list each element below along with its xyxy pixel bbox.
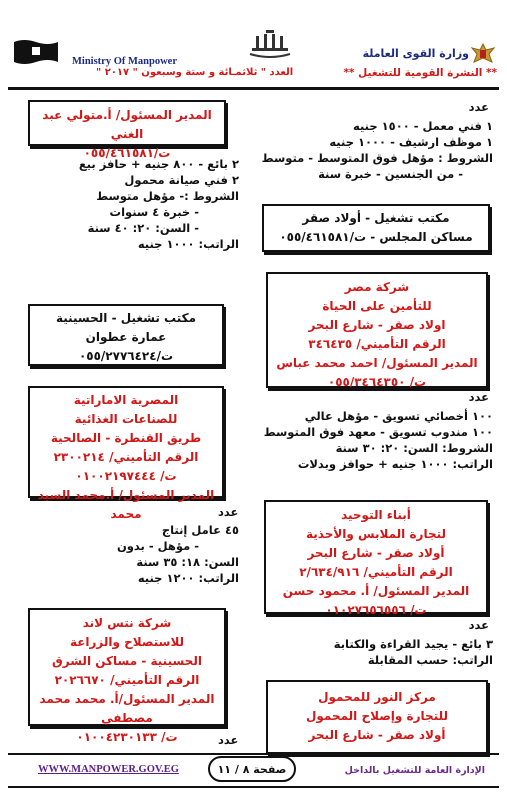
salary-line: الراتب: ١٠٠٠ جنيه xyxy=(137,237,239,251)
salary-line: الراتب: حسب المقابلة xyxy=(367,653,493,667)
left-box-3 xyxy=(28,386,224,521)
company-manager: المدير المسئول/أ. محمد محمد مصطفي xyxy=(39,692,215,725)
job-line: ٤٥ عامل إنتاج xyxy=(161,523,239,537)
flag-icon xyxy=(12,36,60,66)
ministry-logo-icon xyxy=(240,30,300,60)
office-name: مكتب تشغيل - الحسينية xyxy=(55,311,197,325)
job-line: ١ فني معمل - ١٥٠٠ جنيه xyxy=(353,119,493,133)
company-address: الحسينية - مساكن الشرق xyxy=(52,654,202,668)
right-box-2 xyxy=(266,272,488,388)
count-label: عدد xyxy=(468,390,489,404)
company-address: أولاد صقر - شارع البحر xyxy=(307,546,445,560)
requirements-line: - مؤهل - بدون xyxy=(116,539,199,553)
job-line: ٣ بائع - يجيد القراءة والكتابة xyxy=(333,637,493,651)
left-list-2 xyxy=(19,522,239,586)
requirements-line: الشروط :- مؤهل متوسط xyxy=(96,189,239,203)
footer-divider-bottom xyxy=(8,786,499,788)
requirements-line: - خبرة ٤ سنوات xyxy=(109,205,199,219)
requirements-line: الشروط : مؤهل فوق المتوسط - متوسط xyxy=(261,151,493,165)
count-label: عدد xyxy=(218,733,239,747)
page-number: صفحة ٨ / ١١ xyxy=(217,763,287,776)
insurance-number: الرقم التأميني/ ٢/٦٣٤/٩١٦ xyxy=(299,565,453,579)
company-address: اولاد صقر - شارع البحر xyxy=(308,318,446,332)
company-phone: ت/ ٠١٠٠٢١٩٧٤٤٤ xyxy=(75,469,177,483)
requirements-line: - من الجنسين - خبرة سنة xyxy=(318,167,463,181)
company-manager: المدير المسئول/ أ. محمود حسن xyxy=(282,584,470,598)
company-phone: ت/ ٠٥٥/٣٤٦٤٣٥٠ xyxy=(327,375,427,389)
left-box-4 xyxy=(28,608,226,744)
company-name: مركز النور للمحمول xyxy=(318,690,436,704)
right-box-1 xyxy=(262,204,490,252)
salary-line: الراتب: ١٠٠٠ جنيه + حوافز وبدلات xyxy=(297,457,493,471)
company-sector: للتأمين على الحياة xyxy=(322,299,432,313)
company-address: طريق القنطرة - الصالحية xyxy=(50,431,202,445)
company-sector: للصناعات الغذائية xyxy=(74,412,178,426)
right-list-2 xyxy=(257,408,493,472)
ministry-ar: وزارة القوى العاملة xyxy=(362,47,469,60)
count-label: عدد xyxy=(468,618,489,632)
ministry-en: Ministry Of Manpower xyxy=(72,56,177,67)
footer-divider-top xyxy=(8,753,499,755)
job-line: ٢ فني صيانة محمول xyxy=(124,173,239,187)
page-number-badge xyxy=(208,756,296,782)
company-manager: المدير المسئول/ أ.محمد السيد محمد xyxy=(37,488,215,521)
company-manager: المدير المسئول/ احمد محمد عباس xyxy=(276,356,478,370)
office-address: عمارة عطوان xyxy=(85,330,167,344)
job-line: ٢ بائع - ٨٠٠ جنيه + حافز بيع xyxy=(78,157,239,171)
right-box-4 xyxy=(266,680,488,754)
contact-phone: ت/٠٥٥/٤٦١٥٨١ xyxy=(83,146,171,160)
requirements-line: السن: ١٨: ٣٥ سنة xyxy=(136,555,239,569)
salary-line: الراتب: ١٢٠٠ جنيه xyxy=(137,571,239,585)
job-line: ١٠٠ أخصائي تسويق - مؤهل عالي xyxy=(304,409,493,423)
company-sector: للاستصلاح والزراعة xyxy=(69,635,185,649)
left-list-1 xyxy=(9,156,239,252)
right-list-1 xyxy=(263,118,493,182)
company-sector: للتجارة وإصلاح المحمول xyxy=(305,709,449,723)
bulletin-title: ** النشرة القومية للتشغيل ** xyxy=(343,67,497,79)
office-address-phone: مساكن المجلس - ت/٠٥٥/٤٦١٥٨١ xyxy=(279,230,473,244)
insurance-number: الرقم التأميني/ ٢٠٢٦٦٧٠ xyxy=(54,673,200,687)
department-name: الإدارة العامة للتشغيل بالداخل xyxy=(344,765,485,776)
right-box-3 xyxy=(264,500,488,617)
left-box-1 xyxy=(28,100,226,160)
insurance-number: الرقم التأميني/ ٣٤٦٤٣٥ xyxy=(308,337,446,351)
company-phone: ت/ ٠١٠٢٧٦٥٦٥٥٦ xyxy=(325,603,427,617)
company-address: أولاد صقر - شارع البحر xyxy=(308,728,446,742)
office-name: مكتب تشغيل - أولاد صقر xyxy=(302,211,450,225)
company-sector: لتجارة الملابس والأحذية xyxy=(305,527,447,541)
company-name: أبناء التوحيد xyxy=(341,508,411,522)
right-list-3 xyxy=(257,636,493,668)
count-label: عدد xyxy=(218,505,239,519)
requirements-line: الشروط: السن: ٢٠: ٣٠ سنة xyxy=(335,441,493,455)
job-line: ١٠٠ مندوب تسويق - معهد فوق المتوسط xyxy=(263,425,493,439)
left-box-2 xyxy=(28,304,224,366)
insurance-number: الرقم التأميني/ ٢٣٠٠٢١٤ xyxy=(53,450,199,464)
issue-label: العدد " ثلاثمـائة و ستة وسبعون " ٢٠١٧ " xyxy=(96,67,294,78)
company-name: شركة نتس لاند xyxy=(82,616,172,630)
header-divider xyxy=(8,87,499,90)
office-phone: ت/٠٥٥/٢٧٧٦٤٢٤ xyxy=(78,349,174,363)
egypt-emblem-icon xyxy=(470,42,496,66)
requirements-line: - السن: ٢٠: ٤٠ سنة xyxy=(87,221,199,235)
contact-manager: المدير المسئول/ أ.متولي عبد الغني xyxy=(42,108,212,141)
count-label: عدد xyxy=(468,100,489,114)
company-name: المصرية الاماراتية xyxy=(73,393,179,407)
job-line: ١ موظف ارشيف - ١٠٠٠ جنيه xyxy=(329,135,493,149)
website-link[interactable]: WWW.MANPOWER.GOV.EG xyxy=(38,764,179,775)
company-name: شركة مصر xyxy=(344,280,410,294)
company-phone: ت/ ٠١٠٠٤٢٣٠١٣٣ xyxy=(76,730,178,744)
